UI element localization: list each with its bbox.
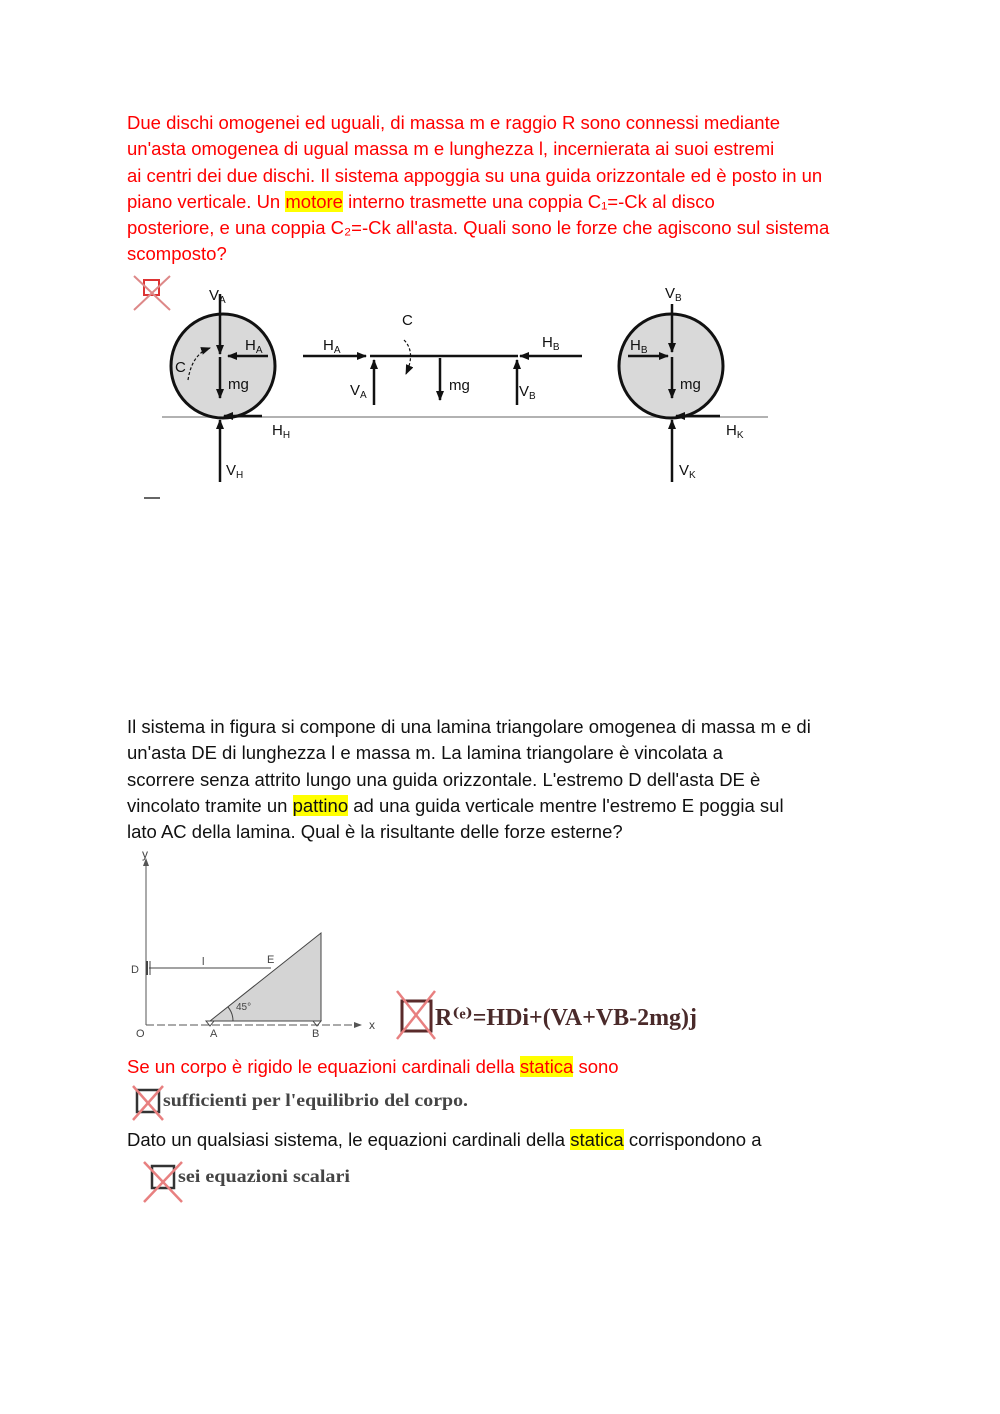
svg-text:HH	[272, 422, 290, 441]
left-disc	[171, 314, 275, 418]
svg-text:VH	[226, 462, 243, 481]
q1-line-4-pre: piano verticale. Un	[127, 190, 286, 212]
label-hh: H	[272, 422, 283, 439]
answer-q4	[140, 1158, 380, 1206]
label-mg-left: mg	[228, 376, 249, 393]
answer-resultant: R⁽ᵉ⁾=HDi+(VA+VB-2mg)j	[435, 1005, 697, 1031]
question-2-text	[127, 714, 872, 845]
label-rod-vb-sub: B	[529, 391, 536, 402]
q1-line-3: ai centri dei due dischi. Il sistema appoggia su una guida orizzontale ed è posto in un	[127, 164, 823, 186]
label-rod-ha: H	[323, 337, 334, 354]
label-d: D	[131, 964, 139, 976]
label-va: V	[209, 287, 220, 304]
label-hh-sub: H	[282, 430, 291, 441]
crossed-checkbox-icon	[133, 1086, 163, 1120]
q2-line-4	[127, 793, 872, 819]
svg-text:VB	[665, 285, 682, 304]
question-3-text	[127, 1054, 872, 1080]
highlight-statica-1: statica	[519, 1056, 574, 1077]
label-o: O	[136, 1028, 145, 1040]
svg-text:HA	[323, 337, 341, 356]
highlight-pattino: pattino	[292, 794, 349, 816]
question-4-text	[127, 1127, 872, 1153]
label-ha-sub: A	[255, 345, 263, 356]
label-ha: H	[245, 337, 256, 354]
q3-pre: Se un corpo è rigido le equazioni cardinali della	[127, 1056, 520, 1077]
q1-line-5: posteriore, e una coppia C₂=-Ck all'asta. Quali sono le forze che agiscono sul sistema	[127, 217, 830, 239]
label-c-disc: C	[175, 359, 186, 376]
label-vh: V	[226, 462, 237, 479]
highlight-statica-2: statica	[570, 1129, 624, 1150]
q4-post: corrispondono a	[623, 1129, 762, 1150]
label-vb-sub: B	[675, 293, 682, 304]
svg-text:HB	[542, 334, 560, 353]
label-b: B	[312, 1028, 320, 1040]
label-rod-va: V	[350, 382, 361, 399]
label-rod-hb-sub: B	[552, 342, 560, 353]
label-mg-right: mg	[680, 376, 701, 393]
answer-q4-text: sei equazioni scalari	[178, 1166, 350, 1186]
label-hk-sub: K	[736, 430, 744, 441]
label-hb: H	[630, 337, 641, 354]
q4-line	[127, 1127, 872, 1153]
label-vh-sub: H	[236, 470, 244, 481]
q1-line-1: Due dischi omogenei ed uguali, di massa m e raggio R sono connessi mediante	[127, 112, 781, 133]
label-rod-vb: V	[519, 383, 530, 400]
label-rod-mg: mg	[449, 377, 470, 394]
figure-discs-rod	[120, 272, 780, 507]
label-l: l	[202, 956, 205, 968]
answer-q3-text: sufficienti per l'equilibrio del corpo.	[163, 1090, 469, 1110]
q3-line	[127, 1054, 872, 1080]
crossed-checkbox-icon	[397, 991, 435, 1039]
svg-text:VA	[350, 382, 367, 401]
figure-triangle-lamina	[125, 845, 725, 1045]
crossed-checkbox-icon	[144, 1162, 182, 1202]
q4-pre: Dato un qualsiasi sistema, le equazioni cardinali della	[127, 1129, 571, 1150]
triangle-lamina	[210, 933, 321, 1021]
answer-q3	[127, 1080, 487, 1124]
q1-line-4-post: interno trasmette una coppia C₁=-Ck al disco	[342, 190, 715, 212]
crossed-checkbox-icon	[134, 276, 170, 310]
label-vb: V	[665, 285, 676, 302]
q1-line-6: scomposto?	[127, 243, 227, 265]
label-angle: 45°	[236, 1002, 252, 1013]
q2-line-5: lato AC della lamina. Qual è la risultante delle forze esterne?	[127, 821, 623, 843]
label-vk: V	[679, 462, 690, 479]
q2-line-2: un'asta DE di lunghezza l e massa m. La lamina triangolare è vincolata a	[127, 742, 723, 764]
label-hk: H	[726, 422, 737, 439]
question-1-text	[127, 110, 872, 268]
label-c-rod: C	[402, 312, 413, 329]
q1-line-2: un'asta omogenea di ugual massa m e lunghezza l, incernierata ai suoi estremi	[127, 138, 775, 160]
highlight-motore: motore	[285, 190, 343, 212]
q2-line-4-pre: vincolato tramite un	[127, 794, 293, 816]
q1-line-4	[127, 189, 872, 215]
label-y-axis: y	[142, 847, 148, 861]
label-e: E	[267, 954, 275, 966]
label-rod-va-sub: A	[360, 390, 367, 401]
svg-text:HK	[726, 422, 744, 441]
svg-text:VB	[519, 383, 536, 402]
label-hb-sub: B	[640, 345, 648, 356]
label-a: A	[210, 1028, 218, 1040]
q2-line-1: Il sistema in figura si compone di una lamina triangolare omogenea di massa m e di	[127, 716, 811, 737]
svg-text:VK	[679, 462, 696, 481]
q3-post: sono	[573, 1056, 619, 1077]
label-vk-sub: K	[689, 470, 696, 481]
label-x-axis: x	[369, 1018, 375, 1032]
label-rod-ha-sub: A	[333, 345, 341, 356]
svg-text:VA	[209, 287, 226, 306]
label-va-sub: A	[219, 295, 226, 306]
q2-line-4-post: ad una guida verticale mentre l'estremo E poggia sul	[348, 794, 784, 816]
label-rod-hb: H	[542, 334, 553, 351]
q2-line-3: scorrere senza attrito lungo una guida orizzontale. L'estremo D dell'asta DE è	[127, 768, 761, 790]
